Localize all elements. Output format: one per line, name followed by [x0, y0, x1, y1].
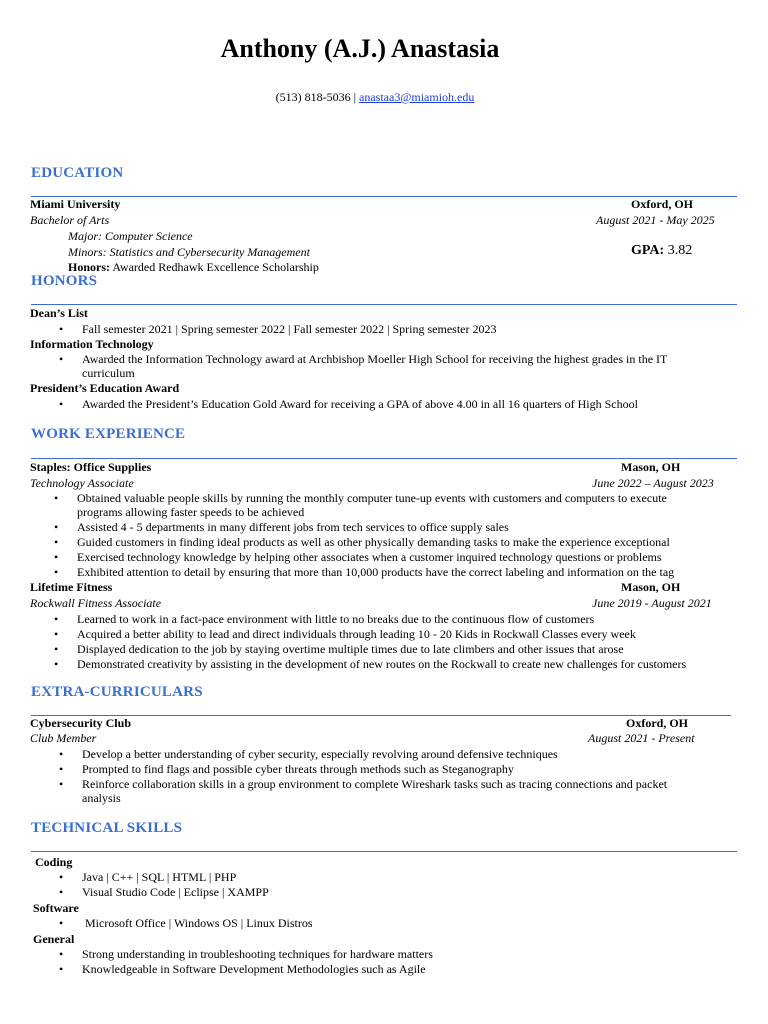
general-item: Knowledgeable in Software Development Methodologies such as Agile — [82, 962, 426, 976]
education-dates: August 2021 - May 2025 — [596, 213, 715, 227]
club-bullet: Prompted to find flags and possible cyber threats through methods such as Steganography — [82, 762, 514, 776]
job-company: Staples: Office Supplies — [30, 460, 152, 474]
job-bullet-cont: programs allowing faster speeds to be achieved — [77, 505, 305, 519]
bullet-icon: • — [59, 762, 64, 776]
honors-heading: HONORS — [31, 273, 98, 289]
job-company: Lifetime Fitness — [30, 580, 113, 594]
job-dates: June 2019 - August 2021 — [592, 596, 712, 610]
bullet-icon: • — [59, 870, 64, 884]
job-role: Rockwall Fitness Associate — [30, 596, 162, 610]
club-location: Oxford, OH — [626, 716, 688, 730]
resume-name: Anthony (A.J.) Anastasia — [220, 34, 500, 63]
deans-list-heading: Dean’s List — [30, 306, 88, 320]
general-label: General — [33, 932, 75, 946]
school-name: Miami University — [30, 197, 121, 211]
bullet-icon: • — [54, 565, 59, 579]
honors-divider — [31, 304, 737, 305]
software-item: Microsoft Office | Windows OS | Linux Distros — [85, 916, 313, 930]
job-bullet: Exhibited attention to detail by ensuring that more than 10,000 products have the correct labeling and information on the tag — [77, 565, 675, 579]
bullet-icon: • — [59, 747, 64, 761]
job-bullet: Exercised technology knowledge by helping other associates when a customer inquired technology questions or problems — [77, 550, 662, 564]
presidents-award-heading: President’s Education Award — [30, 381, 180, 395]
contact-line — [0, 90, 750, 105]
email-link[interactable]: anastaa3@miamioh.edu — [359, 90, 475, 104]
job-bullet: Acquired a better ability to lead and direct individuals through leading 10 - 20 Kids in Rockwall Classes every week — [77, 627, 636, 641]
bullet-icon: • — [54, 627, 59, 641]
degree: Bachelor of Arts — [30, 213, 110, 227]
bullet-icon: • — [54, 657, 59, 671]
bullet-icon: • — [54, 550, 59, 564]
bullet-icon: • — [59, 885, 64, 899]
bullet-icon: • — [54, 491, 59, 505]
job-location: Mason, OH — [621, 580, 681, 594]
job-bullet: Assisted 4 - 5 departments in many different jobs from tech services to office supply sales — [77, 520, 509, 534]
job-location: Mason, OH — [621, 460, 681, 474]
work-divider — [31, 458, 737, 459]
bullet-icon: • — [59, 962, 64, 976]
job-role: Technology Associate — [30, 476, 134, 490]
gpa-label: GPA: — [631, 243, 665, 258]
skills-divider — [31, 851, 737, 852]
it-award-heading: Information Technology — [30, 337, 154, 351]
club-bullet: Reinforce collaboration skills in a group environment to complete Wireshark tasks such as tracing connections and packet — [82, 777, 668, 791]
honors-text: Awarded Redhawk Excellence Scholarship — [112, 260, 319, 274]
it-award-item-cont: curriculum — [82, 366, 135, 380]
bullet-icon: • — [59, 777, 64, 791]
bullet-icon: • — [54, 642, 59, 656]
deans-list-item: Fall semester 2021 | Spring semester 2022 | Fall semester 2022 | Spring semester 2023 — [82, 322, 497, 336]
club-dates: August 2021 - Present — [588, 731, 695, 745]
bullet-icon: • — [54, 612, 59, 626]
bullet-icon: • — [59, 947, 64, 961]
skills-heading: TECHNICAL SKILLS — [31, 820, 183, 836]
minors: Minors: Statistics and Cybersecurity Management — [68, 245, 310, 259]
bullet-icon: • — [59, 322, 64, 336]
job-bullet: Demonstrated creativity by assisting in the development of new routes on the Rockwall to create new challenges for customers — [77, 657, 687, 671]
job-bullet: Guided customers in finding ideal products as well as other physically demanding tasks to make the experience exceptional — [77, 535, 670, 549]
club-bullet-cont: analysis — [82, 791, 121, 805]
phone-number: (513) 818-5036 | — [275, 90, 357, 104]
it-award-item: Awarded the Information Technology award at Archbishop Moeller High School for receiving the highest grades in the IT — [82, 352, 668, 366]
gpa-value: 3.82 — [667, 243, 693, 258]
bullet-icon: • — [59, 397, 64, 411]
major: Major: Computer Science — [68, 229, 193, 243]
extra-heading: EXTRA-CURRICULARS — [31, 684, 203, 700]
bullet-icon: • — [59, 916, 64, 930]
gpa — [631, 243, 692, 259]
honors-label: Honors: — [68, 260, 110, 274]
job-bullet: Displayed dedication to the job by staying overtime multiple times due to late climbers and other issues that arose — [77, 642, 624, 656]
job-dates: June 2022 – August 2023 — [592, 476, 714, 490]
club-bullet: Develop a better understanding of cyber security, especially revolving around defensive techniques — [82, 747, 558, 761]
bullet-icon: • — [54, 520, 59, 534]
coding-label: Coding — [35, 855, 73, 869]
bullet-icon: • — [59, 352, 64, 366]
club-name: Cybersecurity Club — [30, 716, 131, 730]
work-heading: WORK EXPERIENCE — [31, 426, 186, 442]
software-label: Software — [33, 901, 79, 915]
coding-item: Visual Studio Code | Eclipse | XAMPP — [82, 885, 269, 899]
education-heading: EDUCATION — [31, 165, 124, 181]
presidents-award-item: Awarded the President’s Education Gold Award for receiving a GPA of above 4.00 in all 16 quarters of High School — [82, 397, 638, 411]
club-role: Club Member — [30, 731, 97, 745]
bullet-icon: • — [54, 535, 59, 549]
school-location: Oxford, OH — [631, 197, 693, 211]
general-item: Strong understanding in troubleshooting techniques for hardware matters — [82, 947, 433, 961]
job-bullet: Obtained valuable people skills by running the monthly computer tune-up events with customers and computers to execute — [77, 491, 667, 505]
job-bullet: Learned to work in a fact-pace environment with little to no breaks due to the continuous flow of customers — [77, 612, 595, 626]
coding-item: Java | C++ | SQL | HTML | PHP — [82, 870, 237, 884]
honors-line — [68, 260, 319, 275]
